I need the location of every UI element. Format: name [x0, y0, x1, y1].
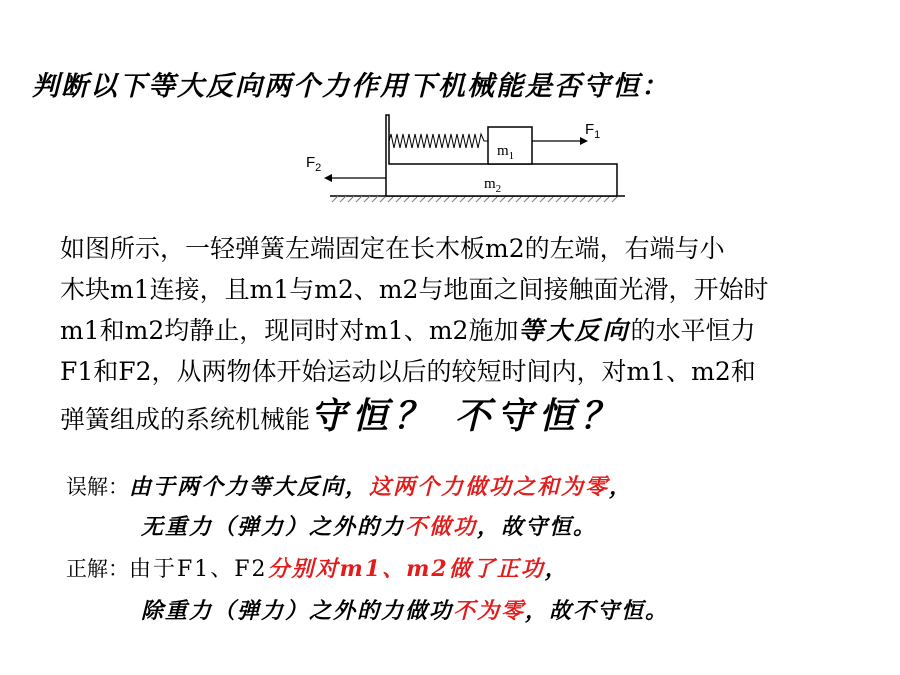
question-line-5	[60, 396, 860, 440]
wrong-answer-highlight-1: 这两个力做功之和为零	[369, 474, 610, 500]
page-title: 判断以下等大反向两个力作用下机械能是否守恒：	[32, 71, 670, 102]
force-f2-arrow	[324, 174, 386, 182]
spring	[389, 134, 488, 148]
question-line-5-start: 弹簧组成的系统机械能	[60, 405, 311, 434]
question-conserved-or-not: 守恒？ 不守恒？	[310, 395, 623, 437]
wrong-answer-text-3: ，故守恒。	[477, 514, 598, 540]
block-m1-label: $m_1$	[497, 143, 515, 162]
right-answer-text-3: ，故不守恒。	[525, 598, 670, 624]
right-answer-line-1	[66, 552, 569, 583]
ground	[330, 196, 625, 202]
physics-diagram	[290, 110, 630, 220]
wrong-answer-text-2: 无重力（弹力）之外的力	[141, 514, 406, 540]
wrong-answer-highlight-2: 不做功	[405, 514, 478, 540]
question-line-2: 木块m1连接，且m1与m2、m2与地面之间接触面光滑，开始时	[60, 275, 769, 304]
question-line-3-start: m1和m2均静止，现同时对m1、m2施加	[60, 316, 519, 345]
wrong-answer-label: 误解：	[66, 475, 129, 499]
question-line-4: F1和F2，从两物体开始运动以后的较短时间内，对m1、m2和	[60, 357, 756, 386]
question-line-3-end: 的水平恒力	[630, 316, 756, 345]
emphasis-equal-opposite: 等大反向	[518, 316, 631, 345]
question-line-1: 如图所示，一轻弹簧左端固定在长木板m2的左端，右端与小	[60, 234, 725, 263]
right-answer-line-2	[141, 594, 669, 625]
force-f1-arrow	[532, 137, 588, 145]
right-answer-text-1: 由于F1、F2	[129, 557, 268, 582]
question-line-3	[60, 310, 860, 351]
right-answer-highlight-2: 不为零	[453, 598, 526, 624]
wrong-answer-line-2	[141, 510, 597, 541]
force-f1-label: $F_1$	[585, 121, 601, 141]
right-answer-label: 正解：	[66, 557, 129, 581]
wrong-answer-comma: ，	[609, 474, 634, 500]
wrong-answer-text-1: 由于两个力等大反向，	[129, 474, 370, 500]
right-answer-text-2: 除重力（弹力）之外的力做功	[141, 598, 454, 624]
board-m2-label: $m_2$	[484, 176, 502, 195]
right-answer-comma: ，	[544, 556, 569, 582]
force-f2-label: $F_2$	[306, 154, 322, 174]
wrong-answer-line-1	[66, 470, 633, 501]
question-paragraph	[60, 228, 860, 440]
right-answer-highlight-1: 分别对m1、m2做了正功	[267, 556, 545, 582]
